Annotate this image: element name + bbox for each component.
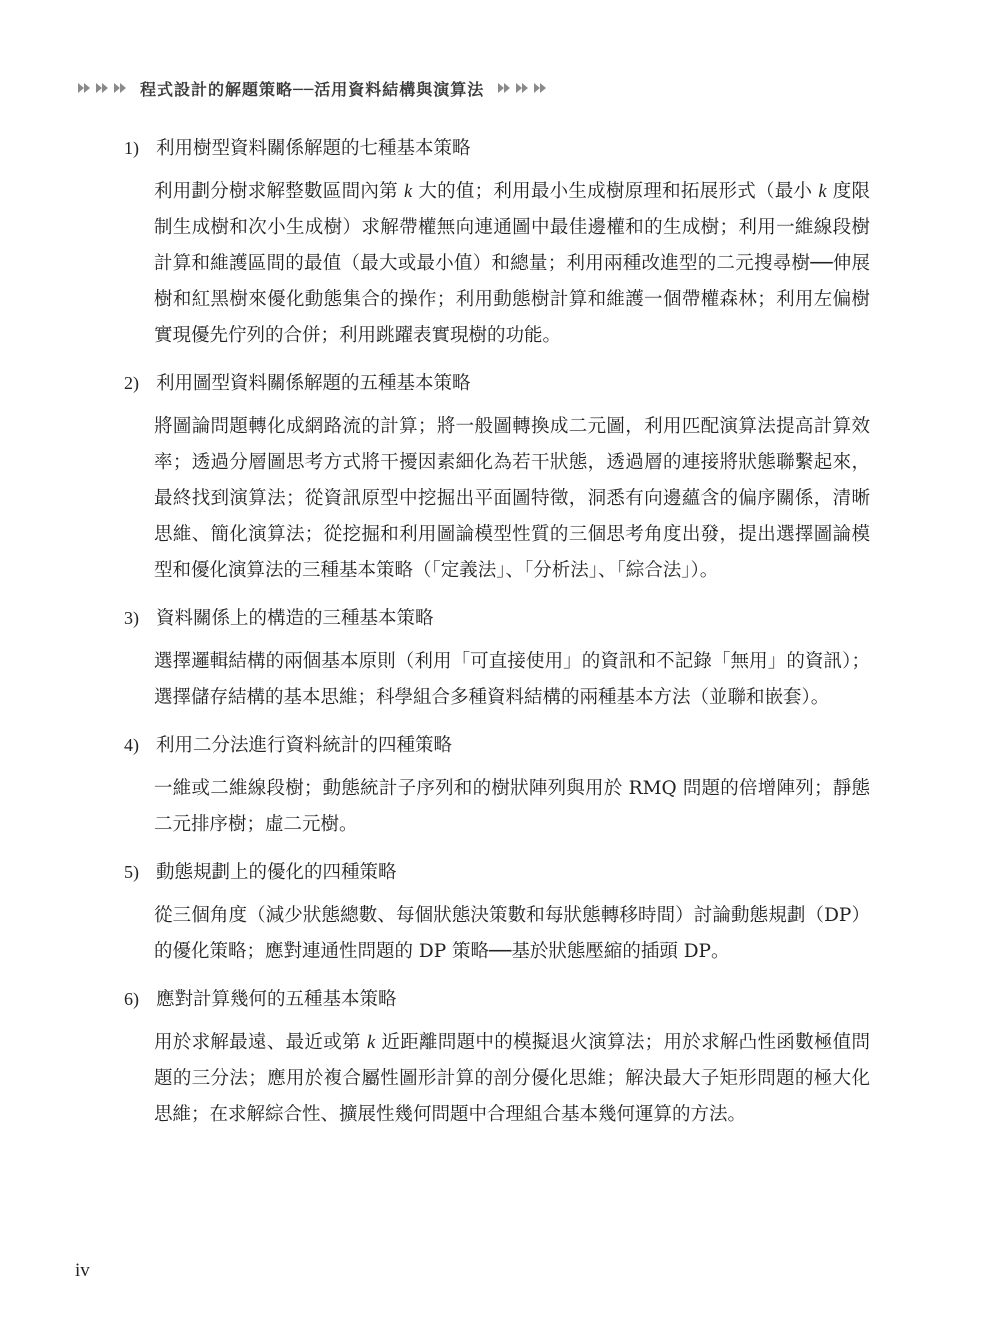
body-text: 利用劃分樹求解整數區間內第 — [154, 181, 404, 202]
book-title: 程式設計的解題策略──活用資料結構與演算法 — [140, 79, 485, 99]
list-item — [124, 854, 870, 970]
item-heading — [124, 981, 870, 1017]
strategy-list — [124, 130, 870, 1133]
item-title: 應對計算幾何的五種基本策略 — [156, 989, 397, 1010]
list-item — [124, 600, 870, 716]
item-number: 5) — [124, 862, 139, 882]
left-arrows-icon — [78, 83, 126, 93]
list-item — [124, 130, 870, 354]
variable-k: k — [818, 182, 827, 202]
item-number: 1) — [124, 138, 139, 158]
item-heading — [124, 854, 870, 890]
item-body — [154, 174, 870, 354]
item-title: 利用圖型資料關係解題的五種基本策略 — [156, 373, 471, 394]
item-body: 一維或二維線段樹；動態統計子序列和的樹狀陣列與用於 RMQ 問題的倍增陣列；靜態二元排序樹；虛二元樹。 — [154, 778, 870, 835]
item-title: 動態規劃上的優化的四種策略 — [156, 862, 397, 883]
body-text: 用於求解最遠、最近或第 — [154, 1032, 368, 1053]
item-heading — [124, 130, 870, 166]
item-number: 2) — [124, 373, 139, 393]
item-heading — [124, 365, 870, 401]
item-title: 利用樹型資料關係解題的七種基本策略 — [156, 138, 471, 159]
body-text: 度限制生成樹和次小生成樹）求解帶權無向連通圖中最佳邊權和的生成樹；利用一維線段樹計算和維護區間的最值（最大或最小值）和總量；利用兩種改進型的二元搜尋樹──伸展樹和紅黑樹來優化動態集合的操作；利用動態樹計算和維護一個帶權森林；利用左偏樹實現優先佇列的合併；利用跳躍表實現樹的功能。 — [154, 181, 870, 346]
item-body — [154, 1025, 870, 1133]
item-title: 資料關係上的構造的三種基本策略 — [156, 608, 434, 629]
item-number: 6) — [124, 989, 139, 1009]
item-number: 3) — [124, 608, 139, 628]
item-heading — [124, 600, 870, 636]
item-number: 4) — [124, 735, 139, 755]
item-body: 選擇邏輯結構的兩個基本原則（利用「可直接使用」的資訊和不記錄「無用」的資訊）；選擇儲存結構的基本思維；科學組合多種資料結構的兩種基本方法（並聯和嵌套）。 — [154, 651, 870, 708]
list-item — [124, 365, 870, 589]
body-text: 近距離問題中的模擬退火演算法；用於求解凸性函數極值問題的三分法；應用於複合屬性圖形計算的剖分優化思維；解決最大子矩形問題的極大化思維；在求解綜合性、擴展性幾何問題中合理組合基本幾何運算的方法。 — [154, 1032, 870, 1125]
page-number: iv — [75, 1260, 90, 1281]
list-item — [124, 727, 870, 843]
list-item — [124, 981, 870, 1133]
body-text: 大的值；利用最小生成樹原理和拓展形式（最小 — [412, 181, 819, 202]
variable-k: k — [367, 1033, 376, 1053]
variable-k: k — [403, 182, 413, 202]
item-heading — [124, 727, 870, 763]
item-body: 從三個角度（減少狀態總數、每個狀態決策數和每狀態轉移時間）討論動態規劃（DP）的優化策略；應對連通性問題的 DP 策略──基於狀態壓縮的插頭 DP。 — [154, 905, 870, 962]
running-header — [78, 76, 546, 100]
item-body: 將圖論問題轉化成網路流的計算；將一般圖轉換成二元圖，利用匹配演算法提高計算效率；透過分層圖思考方式將干擾因素細化為若干狀態，透過層的連接將狀態聯繫起來，最終找到演算法；從資訊原型中挖掘出平面圖特徵，洞悉有向邊蘊含的偏序關係，清晰思維、簡化演算法；從挖掘和利用圖論模型性質的三個思考角度出發，提出選擇圖論模型和優化演算法的三種基本策略（「定義法」、「分析法」、「綜合法」）。 — [154, 416, 870, 581]
item-title: 利用二分法進行資料統計的四種策略 — [156, 735, 453, 756]
right-arrows-icon — [498, 83, 546, 93]
